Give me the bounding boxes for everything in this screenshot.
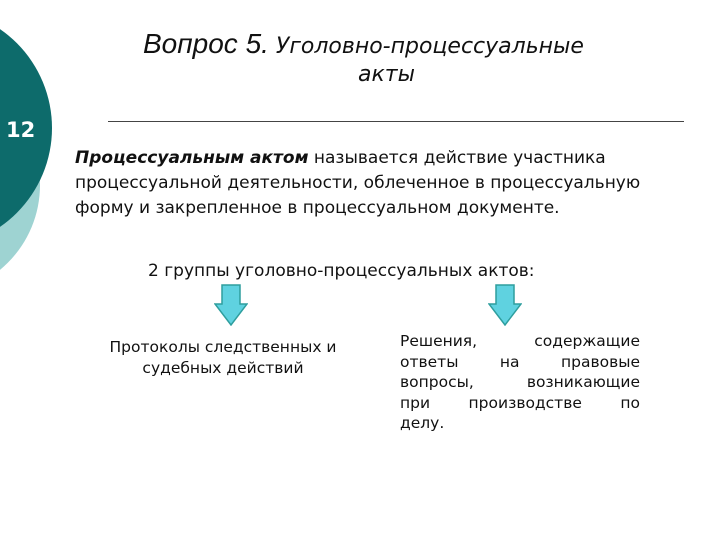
group-decisions-line: ответы на правовые <box>400 352 640 371</box>
group-decisions-line: Решения, содержащие <box>400 332 640 350</box>
arrow-down-icon <box>488 284 522 326</box>
group-protocols-line-2: судебных действий <box>142 359 304 377</box>
title-rest: Уголовно-процессуальные <box>268 34 584 59</box>
decorative-circles <box>0 0 120 290</box>
group-decisions <box>400 331 640 434</box>
group-decisions-line: делу. <box>400 414 445 432</box>
group-protocols <box>88 337 358 379</box>
slide-number: 12 <box>6 118 36 142</box>
title-divider <box>108 121 684 122</box>
definition-term: Процессуальным актом <box>75 148 309 168</box>
title-line-2: акты <box>358 62 415 87</box>
group-protocols-line-1: Протоколы следственных и <box>109 338 337 356</box>
arrow-down-icon <box>214 284 248 326</box>
title-line-1 <box>143 28 680 60</box>
group-decisions-line: вопросы, возникающие <box>400 373 640 391</box>
definition-paragraph <box>75 146 695 221</box>
slide-title <box>120 28 680 87</box>
title-prefix: Вопрос 5. <box>143 28 269 59</box>
group-decisions-line: при производстве по <box>400 393 640 412</box>
definition-text: называется действие участника процессуальной деятельности, облеченное в процессуальную форму и закрепленное в процессуальном документе. <box>75 148 641 218</box>
groups-heading: 2 группы уголовно-процессуальных актов: <box>148 261 535 281</box>
